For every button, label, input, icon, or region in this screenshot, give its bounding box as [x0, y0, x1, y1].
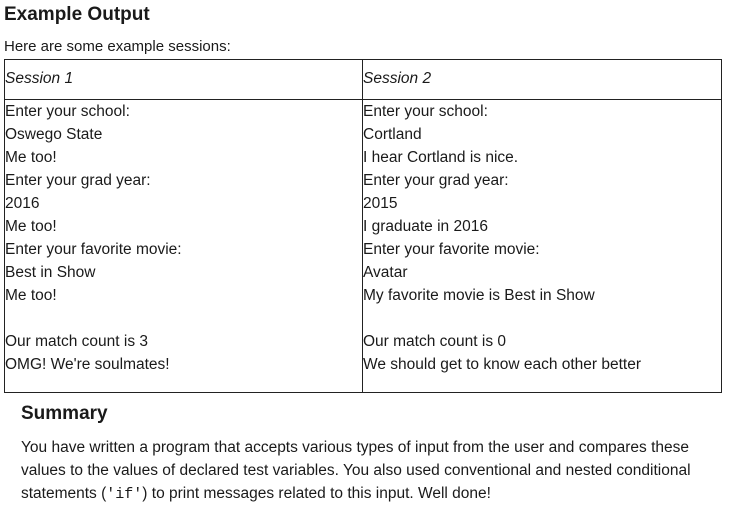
transcript-line: 2015: [363, 195, 398, 212]
transcript-line: Me too!: [5, 287, 57, 304]
transcript-line: Oswego State: [5, 126, 103, 143]
transcript-line: Enter your school:: [363, 103, 488, 120]
transcript-line: Our match count is 0: [363, 333, 507, 350]
transcript-line: Enter your school:: [5, 103, 130, 120]
transcript-line: Avatar: [363, 264, 408, 281]
transcript-line: Me too!: [5, 218, 57, 235]
summary-text-end: ) to print messages related to this input. Well done!: [142, 485, 491, 502]
transcript-line: Best in Show: [5, 264, 96, 281]
transcript-line: I hear Cortland is nice.: [363, 149, 519, 166]
session-2-transcript: [363, 100, 722, 393]
transcript-line: Enter your favorite movie:: [5, 241, 182, 258]
transcript-line: I graduate in 2016: [363, 218, 488, 235]
transcript-line: Enter your grad year:: [363, 172, 509, 189]
transcript-line: [363, 307, 721, 330]
summary-paragraph: [21, 436, 721, 506]
session-1-transcript: [5, 100, 363, 393]
session-2-header: Session 2: [363, 60, 722, 100]
summary-text-start: You have written a program that accepts various types of input from the user and compares these values to the values of declared test variables. You also used conventional and nested conditional statements (: [21, 439, 691, 502]
intro-text: Here are some example sessions:: [4, 38, 231, 55]
page-heading: Example Output: [4, 4, 150, 25]
transcript-line: [5, 307, 362, 330]
sessions-body-row: [5, 100, 722, 393]
summary-heading: Summary: [21, 403, 108, 424]
transcript-line: We should get to know each other better: [363, 356, 642, 373]
transcript-line: 2016: [5, 195, 40, 212]
sessions-table: [4, 59, 722, 393]
inline-code: 'if': [106, 486, 143, 503]
transcript-line: My favorite movie is Best in Show: [363, 287, 595, 304]
transcript-line: OMG! We're soulmates!: [5, 356, 170, 373]
transcript-line: Our match count is 3: [5, 333, 149, 350]
transcript-line: Enter your favorite movie:: [363, 241, 540, 258]
transcript-line: Cortland: [363, 126, 422, 143]
transcript-line: Me too!: [5, 149, 57, 166]
transcript-line: Enter your grad year:: [5, 172, 151, 189]
sessions-header-row: [5, 60, 722, 100]
session-1-header: Session 1: [5, 60, 363, 100]
